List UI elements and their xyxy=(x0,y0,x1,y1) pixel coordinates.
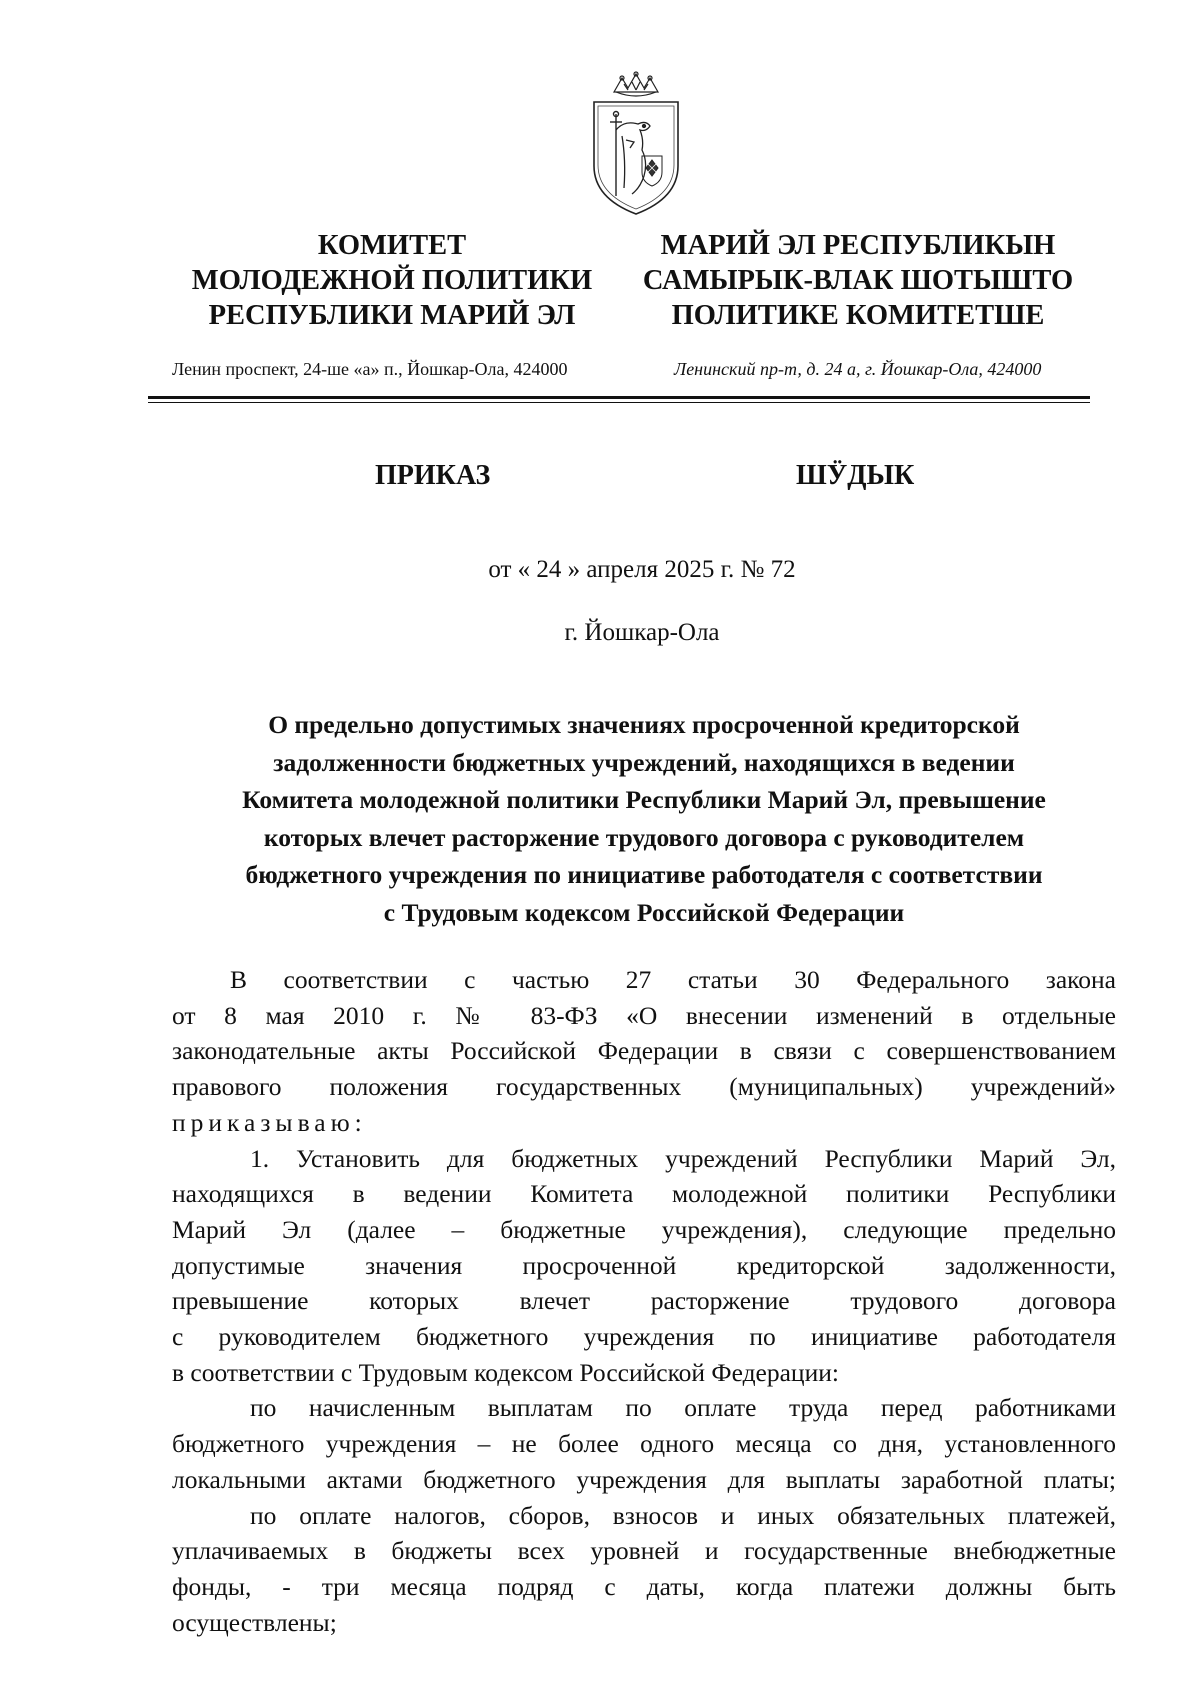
order-word: приказываю: xyxy=(172,1107,367,1137)
org-name-russian xyxy=(172,228,612,333)
header-divider-thin xyxy=(148,402,1090,403)
title-line: Комитета молодежной политики Республики Марий Эл, превышение xyxy=(242,785,1046,814)
item-1-paragraph xyxy=(172,1141,1116,1391)
text-line: бюджетного учреждения – не более одного месяца со дня, установленного xyxy=(172,1429,1116,1459)
text-line: от 8 мая 2010 г. № 83-ФЗ «О внесении изменений в отдельные xyxy=(172,1000,1116,1030)
taxes-paragraph xyxy=(172,1498,1116,1641)
text-line: локальными актами бюджетного учреждения для выплаты заработной платы; xyxy=(172,1464,1116,1494)
text-line: фонды, - три месяца подряд с даты, когда платежи должны быть xyxy=(172,1571,1116,1601)
text-line: по начисленным выплатам по оплате труда перед работниками xyxy=(250,1393,1116,1423)
doc-type-russian: ПРИКАЗ xyxy=(375,460,491,491)
title-line: бюджетного учреждения по инициативе работодателя с соответствии xyxy=(245,860,1043,889)
org-name-line: МОЛОДЕЖНОЙ ПОЛИТИКИ xyxy=(191,265,593,296)
org-name-line: ПОЛИТИКЕ КОМИТЕТШЕ xyxy=(671,300,1045,331)
order-city: г. Йошкар-Ола xyxy=(564,619,720,646)
text-line: по оплате налогов, сборов, взносов и иных обязательных платежей, xyxy=(250,1500,1116,1530)
text-line: Марий Эл (далее – бюджетные учреждения), следующие предельно xyxy=(172,1214,1116,1244)
text-line: с руководителем бюджетного учреждения по инициативе работодателя xyxy=(172,1322,1116,1352)
org-name-line: САМЫРЫК-ВЛАК ШОТЫШТО xyxy=(642,265,1074,296)
text-line: 1. Установить для бюджетных учреждений Республики Марий Эл, xyxy=(250,1143,1116,1173)
text-line: находящихся в ведении Комитета молодежной политики Республики xyxy=(172,1179,1116,1209)
text-line: уплачиваемых в бюджеты всех уровней и государственные внебюджетные xyxy=(172,1536,1116,1566)
org-name-line: РЕСПУБЛИКИ МАРИЙ ЭЛ xyxy=(208,300,576,331)
title-line: задолженности бюджетных учреждений, находящихся в ведении xyxy=(273,747,1015,777)
coat-of-arms-emblem xyxy=(586,70,686,218)
doc-type-mari: ШӰДЫК xyxy=(796,460,915,491)
address-russian: Ленин проспект, 24-ше «а» п., Йошкар-Ола, 424000 xyxy=(172,359,568,379)
title-line: с Трудовым кодексом Российской Федерации xyxy=(383,897,905,927)
text-line: законодательные акты Российской Федерации в связи с совершенствованием xyxy=(172,1036,1116,1066)
header-divider-thick xyxy=(148,396,1090,399)
preamble-paragraph xyxy=(172,962,1116,1141)
text-line: допустимые значения просроченной кредиторской задолженности, xyxy=(172,1250,1116,1280)
text-line: превышение которых влечет расторжение трудового договора xyxy=(172,1286,1116,1316)
wages-paragraph xyxy=(172,1390,1116,1497)
title-line: которых влечет расторжение трудового договора с руководителем xyxy=(263,822,1025,852)
order-date-number: от « 24 » апреля 2025 г. № 72 xyxy=(488,556,796,583)
text-line: В соответствии с частью 27 статьи 30 Федерального закона xyxy=(230,965,1116,994)
text-line: в соответствии с Трудовым кодексом Российской Федерации: xyxy=(172,1357,839,1387)
text-line: правового положения государственных (муниципальных) учреждений» xyxy=(172,1072,1116,1102)
org-name-line: МАРИЙ ЭЛ РЕСПУБЛИКЫН xyxy=(660,230,1056,261)
org-name-mari xyxy=(638,228,1078,333)
title-line: О предельно допустимых значениях просроченной кредиторской xyxy=(268,710,1020,739)
address-mari: Ленинский пр-т, д. 24 а, г. Йошкар-Ола, 424000 xyxy=(674,359,1042,379)
order-body xyxy=(172,962,1116,1640)
org-name-line: КОМИТЕТ xyxy=(317,230,467,261)
text-line: осуществлены; xyxy=(172,1607,337,1637)
order-title xyxy=(172,706,1116,931)
